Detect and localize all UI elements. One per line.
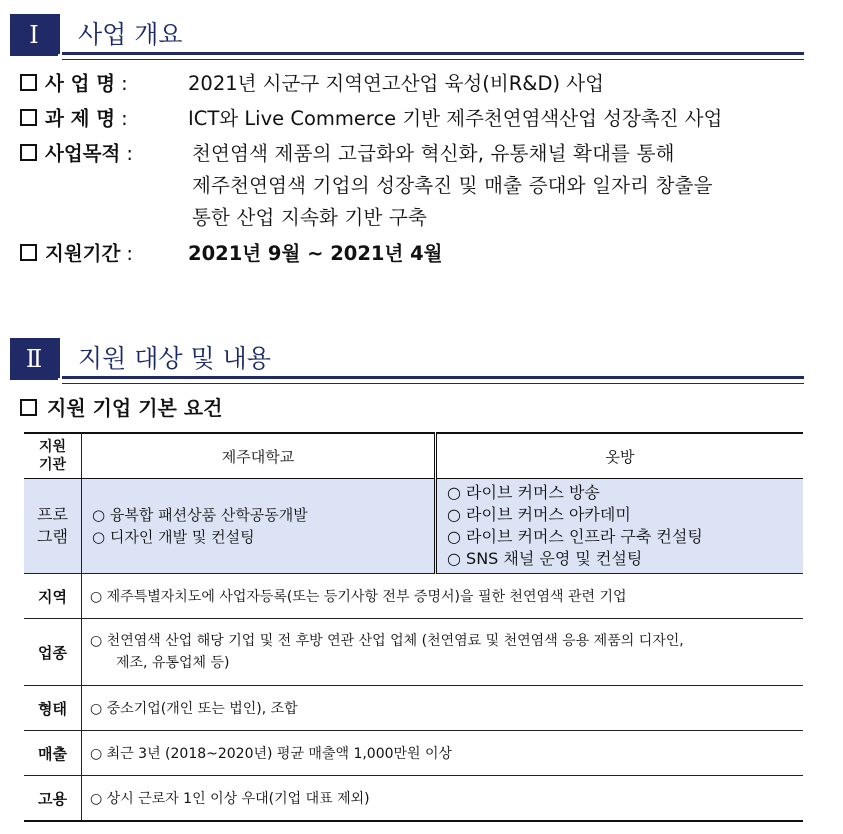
header-underline	[62, 376, 804, 379]
program-cell-university	[82, 479, 436, 574]
info-label: 사업목적	[45, 142, 121, 165]
checkbox-bullet-icon	[20, 244, 37, 261]
info-row-period: 지원기간 : 2021년 9월 ~ 2021년 4월	[20, 238, 820, 270]
program-item: ○ 라이브 커머스 인프라 구축 컨설팅	[447, 527, 703, 546]
row-text: ○ 중소기업(개인 또는 법인), 조합	[82, 686, 804, 731]
subheading-text: 지원 기업 기본 요건	[47, 396, 223, 420]
info-value: 2021년 시군구 지역연고산업 육성(비R&D) 사업	[188, 72, 604, 95]
info-value: ICT와 Live Commerce 기반 제주천연염색산업 성장촉진 사업	[188, 107, 723, 130]
section-header-overview	[10, 14, 804, 56]
row-label: 매출	[24, 731, 82, 776]
program-item: ○ 디자인 개발 및 컨설팅	[92, 528, 255, 546]
section-title: 지원 대상 및 내용	[78, 344, 271, 373]
row-text: ○ 최근 3년 (2018~2020년) 평균 매출액 1,000만원 이상	[82, 731, 804, 776]
info-row-task-name: 과 제 명 : ICT와 Live Commerce 기반 제주천연염색산업 성장촉진 사업	[20, 103, 820, 135]
info-label: 지원기간	[45, 242, 121, 265]
row-label: 프로 그램	[24, 479, 82, 574]
info-value: 2021년 9월 ~ 2021년 4월	[188, 242, 443, 265]
header-underline	[62, 52, 804, 55]
requirements-table	[24, 432, 803, 822]
table-row-industry	[24, 619, 803, 686]
section-header-support	[10, 338, 804, 380]
table-header-row	[24, 433, 803, 479]
program-item: ○ 라이브 커머스 방송	[447, 483, 600, 502]
header-divider	[58, 338, 66, 378]
info-row-purpose: 사업목적 : 천연염색 제품의 고급화와 혁신화, 유통채널 확대를 통해 제주천연염색 기업의 성장촉진 및 매출 증대와 일자리 창출을 통한 산업 지속화 기반 구축	[20, 138, 820, 170]
checkbox-bullet-icon	[20, 399, 37, 416]
table-row-program	[24, 479, 803, 574]
header-cell-agency: 지원 기관	[24, 433, 82, 479]
info-label: 과 제 명	[45, 107, 116, 130]
table-row-employment	[24, 776, 803, 822]
header-underline-thin	[62, 59, 804, 60]
program-cell-otbang	[436, 479, 804, 574]
info-row-project-name: 사 업 명 : 2021년 시군구 지역연고산업 육성(비R&D) 사업	[20, 68, 820, 100]
table-row-type	[24, 686, 803, 731]
table-row-region	[24, 574, 803, 619]
program-item: ○ SNS 채널 운영 및 컨설팅	[447, 549, 643, 568]
header-cell-jeju-university: 제주대학교	[82, 433, 436, 479]
purpose-line: 제주천연염색 기업의 성장촉진 및 매출 증대와 일자리 창출을	[192, 174, 713, 197]
section-number-badge: Ⅱ	[10, 338, 58, 380]
checkbox-bullet-icon	[20, 144, 37, 161]
row-text: ○ 상시 근로자 1인 이상 우대(기업 대표 제외)	[82, 776, 804, 822]
purpose-line: 통한 산업 지속화 기반 구축	[192, 206, 428, 229]
info-label: 사 업 명	[45, 72, 116, 95]
table-row-sales	[24, 731, 803, 776]
program-item: ○ 융복합 패션상품 산학공동개발	[92, 506, 308, 524]
subheading-requirements	[20, 392, 222, 424]
row-label: 지역	[24, 574, 82, 619]
row-label: 형태	[24, 686, 82, 731]
program-item: ○ 라이브 커머스 아카데미	[447, 505, 631, 524]
header-divider	[58, 14, 66, 54]
row-label: 업종	[24, 619, 82, 686]
row-text: ○ 제주특별자치도에 사업자등록(또는 등기사항 전부 증명서)을 필한 천연염색 관련 기업	[82, 574, 804, 619]
row-label: 고용	[24, 776, 82, 822]
purpose-line: 천연염색 제품의 고급화와 혁신화, 유통채널 확대를 통해	[192, 142, 675, 165]
section-title: 사업 개요	[78, 20, 183, 49]
row-text: ○ 천연염색 산업 해당 기업 및 전 후방 연관 산업 업체 (천연염료 및 천연염색 응용 제품의 디자인, 제조, 유통업체 등)	[82, 619, 804, 686]
header-cell-otbang: 옷방	[436, 433, 804, 479]
checkbox-bullet-icon	[20, 74, 37, 91]
checkbox-bullet-icon	[20, 109, 37, 126]
header-underline-thin	[62, 383, 804, 384]
section-number-badge: Ⅰ	[10, 14, 58, 56]
